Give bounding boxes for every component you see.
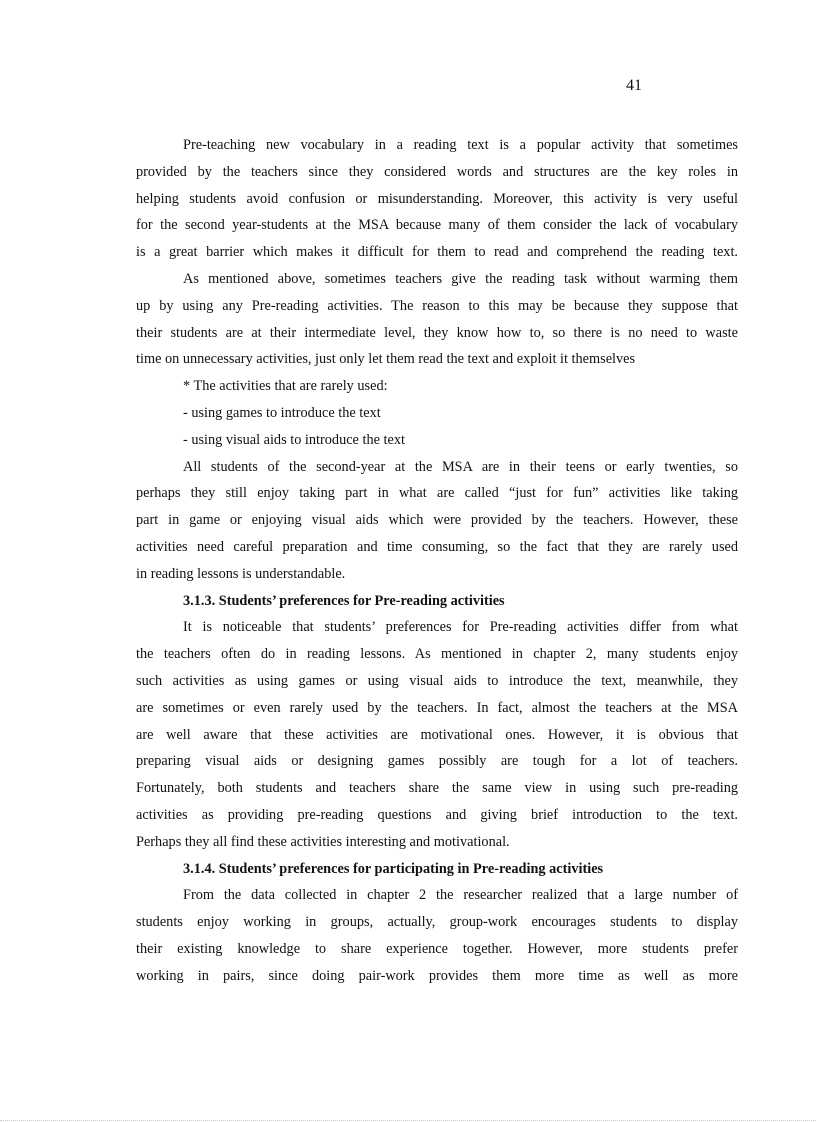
section-heading-3-1-4: 3.1.4. Students’ preferences for participating in Pre-reading activities <box>183 860 604 877</box>
paragraph-line: part in game or enjoying visual aids which were provided by the teachers. However, these <box>136 512 738 529</box>
paragraph-line: activities need careful preparation and time consuming, so the fact that they are rarely used <box>136 538 738 555</box>
paragraph-line: activities as providing pre-reading questions and giving brief introduction to the text. <box>136 806 738 823</box>
paragraph-line: provided by the teachers since they considered words and structures are the key roles in <box>136 163 738 180</box>
paragraph-line: helping students avoid confusion or misunderstanding. Moreover, this activity is very useful <box>136 190 738 207</box>
paragraph-line: their existing knowledge to share experience together. However, more students prefer <box>136 940 738 957</box>
paragraph-line: working in pairs, since doing pair-work provides them more time as well as more <box>136 967 738 984</box>
paragraph-line: As mentioned above, sometimes teachers give the reading task without warming them <box>183 270 738 287</box>
page-bottom-divider <box>0 1120 816 1121</box>
list-heading: * The activities that are rarely used: <box>183 378 388 395</box>
paragraph-line: their students are at their intermediate level, they know how to, so there is no need to waste <box>136 324 738 341</box>
paragraph-line: are well aware that these activities are motivational ones. However, it is obvious that <box>136 726 738 743</box>
paragraph-line: students enjoy working in groups, actually, group-work encourages students to display <box>136 914 738 931</box>
section-heading-3-1-3: 3.1.3. Students’ preferences for Pre-reading activities <box>183 592 505 609</box>
paragraph-line: time on unnecessary activities, just only let them read the text and exploit it themselves <box>136 351 636 368</box>
paragraph-line: All students of the second-year at the MSA are in their teens or early twenties, so <box>183 458 738 475</box>
paragraph-line: Fortunately, both students and teachers share the same view in using such pre-reading <box>136 780 738 797</box>
paragraph-line: for the second year-students at the MSA because many of them consider the lack of vocabulary <box>136 217 738 234</box>
paragraph-line: preparing visual aids or designing games possibly are tough for a lot of teachers. <box>136 753 738 770</box>
paragraph-line: Pre-teaching new vocabulary in a reading text is a popular activity that sometimes <box>183 137 738 153</box>
paragraph-line: up by using any Pre-reading activities. The reason to this may be because they suppose that <box>136 297 738 314</box>
document-body <box>136 132 738 990</box>
page-number: 41 <box>626 77 642 94</box>
list-item: - using visual aids to introduce the text <box>183 431 405 448</box>
paragraph-line: From the data collected in chapter 2 the researcher realized that a large number of <box>183 887 738 904</box>
paragraph-line: is a great barrier which makes it difficult for them to read and comprehend the reading text. <box>136 244 738 261</box>
paragraph-line: perhaps they still enjoy taking part in what are called “just for fun” activities like taking <box>136 485 738 502</box>
paragraph-line: such activities as using games or using visual aids to introduce the text, meanwhile, they <box>136 672 738 689</box>
paragraph-line: are sometimes or even rarely used by the teachers. In fact, almost the teachers at the MSA <box>136 699 738 716</box>
paragraph-line: the teachers often do in reading lessons. As mentioned in chapter 2, many students enjoy <box>136 646 738 663</box>
paragraph-line: Perhaps they all find these activities interesting and motivational. <box>136 833 510 850</box>
paragraph-line: in reading lessons is understandable. <box>136 565 346 582</box>
list-item: - using games to introduce the text <box>183 404 381 421</box>
paragraph-line: It is noticeable that students’ preferences for Pre-reading activities differ from what <box>183 619 738 636</box>
